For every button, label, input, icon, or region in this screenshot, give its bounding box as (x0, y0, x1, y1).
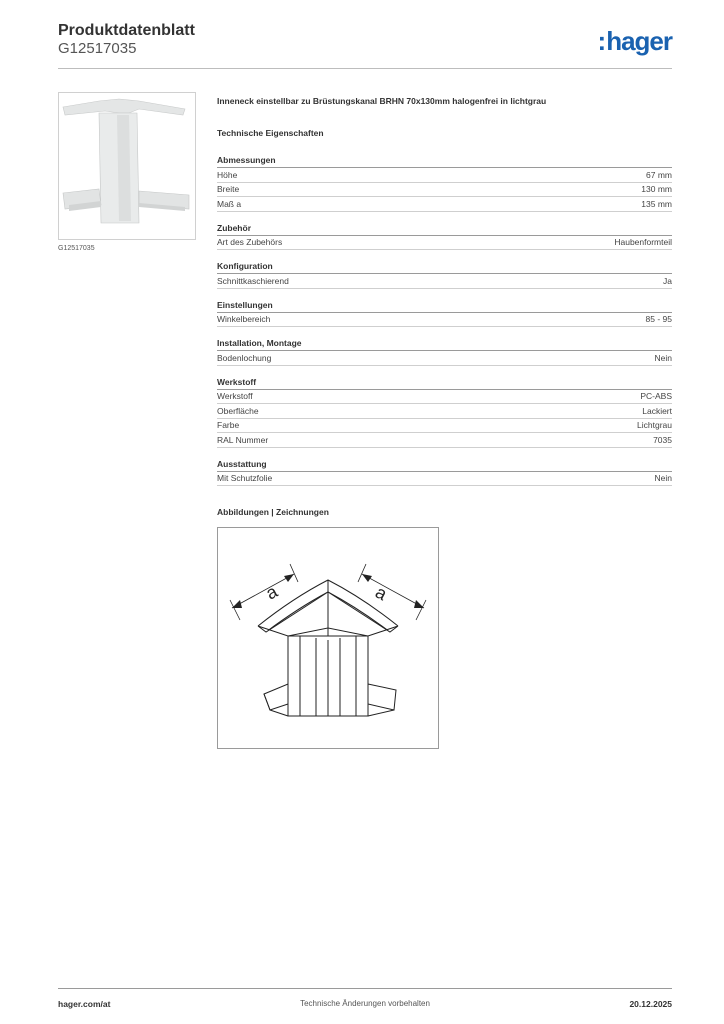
property-row (217, 168, 672, 183)
property-row (217, 472, 672, 487)
property-row (217, 390, 672, 405)
logo-text: hager (606, 26, 672, 56)
footer-website-link[interactable]: hager.com/at (58, 999, 111, 1009)
property-value: 135 mm (641, 198, 672, 209)
group-title: Zubehör (217, 222, 672, 236)
inner-corner-drawing (218, 528, 438, 748)
property-row (217, 197, 672, 212)
group-title: Werkstoff (217, 376, 672, 390)
property-value: 130 mm (641, 184, 672, 194)
group-dimensions (217, 154, 672, 212)
footer-date: 20.12.2025 (629, 999, 672, 1009)
group-configuration (217, 260, 672, 289)
technical-properties-heading: Technische Eigenschaften (217, 128, 324, 138)
group-title: Abmessungen (217, 154, 672, 168)
group-title: Ausstattung (217, 458, 672, 472)
property-value: PC-ABS (640, 391, 672, 401)
property-label: Schnittkaschierend (217, 275, 289, 286)
property-label: Art des Zubehörs (217, 237, 283, 247)
property-row (217, 433, 672, 448)
group-equipment (217, 458, 672, 487)
group-accessory (217, 222, 672, 251)
property-label: Mit Schutzfolie (217, 473, 273, 483)
property-row (217, 313, 672, 328)
product-description: Inneneck einstellbar zu Brüstungskanal BRHN 70x130mm halogenfrei in lichtgrau (217, 96, 547, 106)
group-title: Installation, Montage (217, 337, 672, 351)
property-value: Lackiert (642, 405, 672, 416)
footer-notice: Technische Änderungen vorbehalten (300, 999, 430, 1008)
group-material (217, 376, 672, 448)
property-row (217, 419, 672, 434)
group-title: Konfiguration (217, 260, 672, 274)
property-row (217, 236, 672, 251)
property-row (217, 274, 672, 289)
group-settings (217, 299, 672, 328)
property-label: Bodenlochung (217, 352, 272, 363)
property-row (217, 351, 672, 366)
product-details (217, 92, 672, 496)
property-value: Haubenformteil (614, 237, 672, 247)
property-label: Höhe (217, 169, 238, 180)
property-value: 7035 (653, 434, 672, 445)
group-installation (217, 337, 672, 366)
property-value: Nein (654, 473, 672, 483)
property-row (217, 404, 672, 419)
group-title: Einstellungen (217, 299, 672, 313)
property-value: Lichtgrau (637, 420, 672, 430)
page-footer (58, 988, 672, 1016)
property-label: Breite (217, 184, 240, 194)
drawings-heading: Abbildungen | Zeichnungen (217, 507, 329, 517)
property-label: RAL Nummer (217, 434, 269, 445)
property-row (217, 183, 672, 198)
property-value: Ja (663, 275, 672, 286)
property-label: Werkstoff (217, 391, 253, 401)
dimension-label-left: a (262, 581, 281, 604)
hager-logo (598, 26, 672, 57)
property-label: Oberfläche (217, 405, 259, 416)
document-title: Produktdatenblatt (58, 22, 195, 39)
image-caption: G12517035 (58, 245, 95, 252)
property-label: Winkelbereich (217, 314, 271, 324)
property-value: 85 - 95 (645, 314, 672, 324)
property-label: Farbe (217, 420, 240, 430)
technical-drawing (217, 527, 439, 749)
page-header (58, 20, 672, 69)
property-label: Maß a (217, 198, 242, 209)
product-number: G12517035 (58, 40, 137, 57)
dimension-label-right: a (372, 581, 391, 605)
property-value: Nein (654, 352, 672, 363)
logo-colon-mark: : (597, 26, 606, 56)
property-value: 67 mm (646, 169, 672, 180)
product-image (58, 92, 196, 240)
product-photo-illustration (59, 93, 195, 239)
